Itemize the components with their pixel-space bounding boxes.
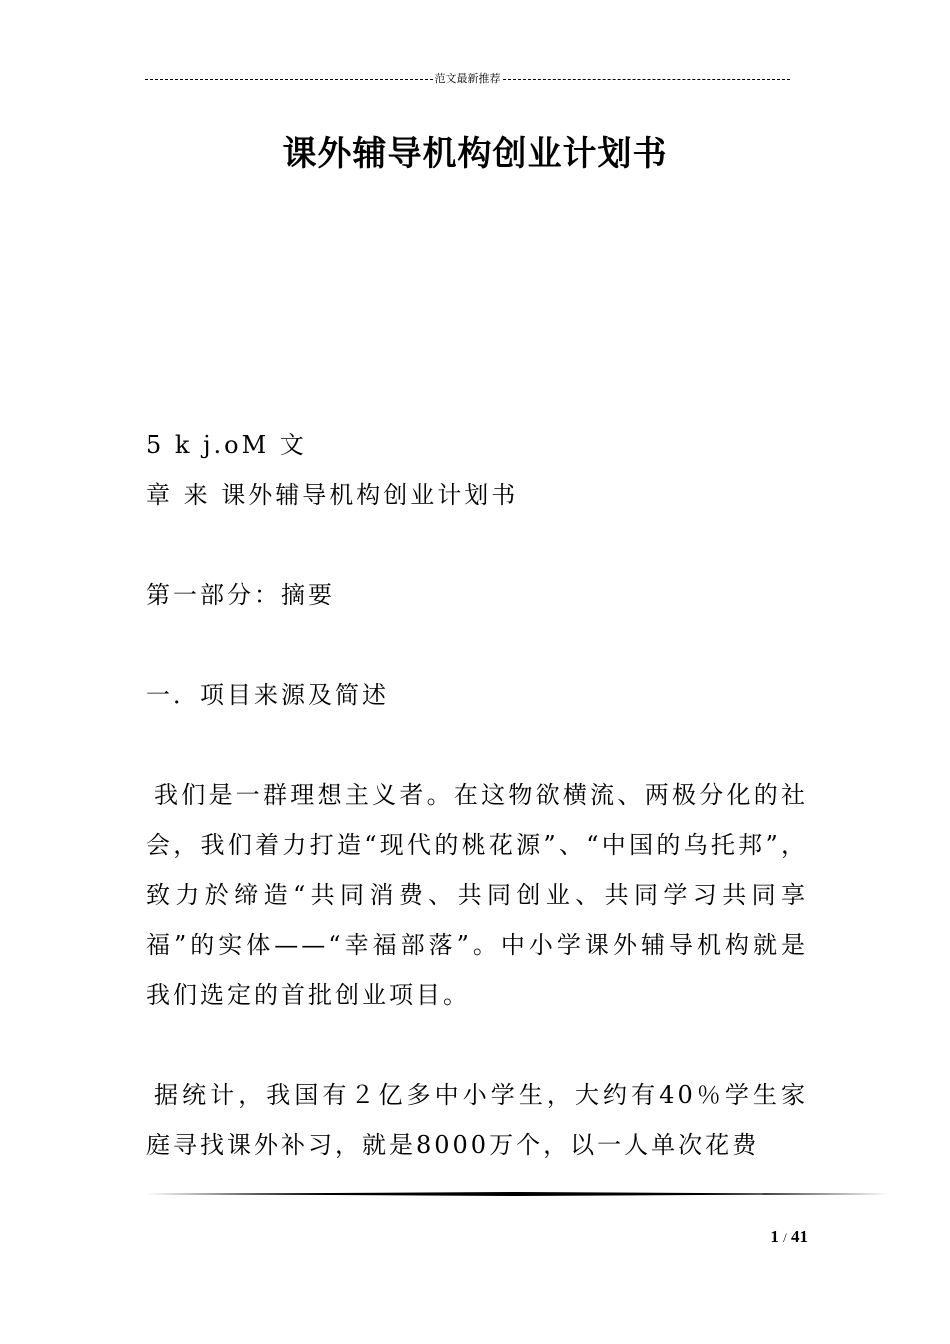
header-label: 范文最新推荐 [434, 72, 501, 85]
page-number [730, 1226, 808, 1249]
paragraph-2: 据统计，我国有２亿多中小学生，大约有40％学生家庭寻找课外补习，就是8000万个，以一人单次花费 [146, 1081, 808, 1159]
header-dash-right [503, 79, 791, 80]
subsection-heading: 一．项目来源及简述 [146, 681, 389, 709]
section-heading: 第一部分：摘要 [146, 581, 335, 609]
document-body [146, 420, 808, 1170]
spacer [146, 520, 808, 570]
spacer [146, 620, 808, 670]
header-dash-left [145, 79, 433, 80]
source-line-1: 5 k j.oM 文 [146, 431, 307, 459]
page-separator: / [783, 1230, 787, 1245]
document-title: 课外辅导机构创业计划书 [282, 134, 668, 174]
source-line-2: 章 来 课外辅导机构创业计划书 [146, 481, 519, 509]
paragraph-1: 我们是一群理想主义者。在这物欲横流、两极分化的社会，我们着力打造“现代的桃花源”、“中国的乌托邦”，致力於缔造“共同消费、共同创业、共同学习共同享福”的实体——“幸福部落”。中小学课外辅导机构就是我们选定的首批创业项目。 [146, 781, 808, 1009]
spacer [146, 720, 808, 770]
page-header [145, 69, 790, 89]
page-total: 41 [791, 1227, 808, 1246]
spacer [146, 1020, 808, 1070]
page-current: 1 [770, 1227, 779, 1246]
footer-rule [146, 1192, 890, 1196]
